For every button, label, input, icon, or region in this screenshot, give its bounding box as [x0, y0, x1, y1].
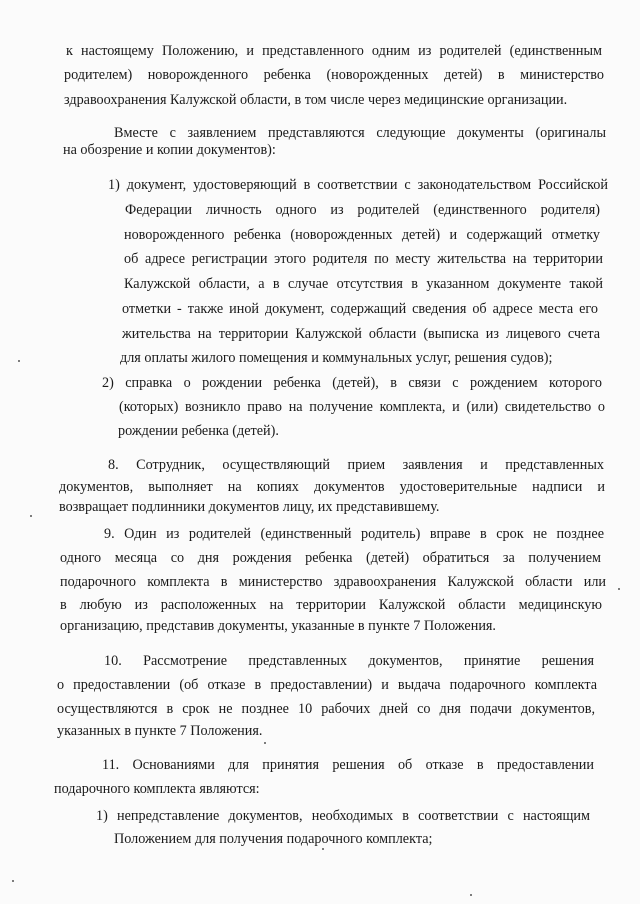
scan-speck: [470, 894, 472, 896]
list-item-line: 2) справка о рождении ребенка (детей), в связи с рождением которого: [102, 375, 602, 391]
text-line: Положением для получения подарочного комплекта;: [114, 831, 433, 847]
text-line: Калужской области, а в случае отсутствия в указанном документе такой: [124, 276, 603, 292]
scan-speck: [322, 848, 324, 850]
text-line: 11. Основаниями для принятия решения об отказе в предоставлении: [102, 757, 594, 773]
list-item-line: 1) документ, удостоверяющий в соответствии с законодательством Российской: [108, 177, 608, 193]
text-line: документов, выполняет на копиях документов удостоверительные надписи и: [59, 479, 605, 495]
text-line: 10. Рассмотрение представленных документов, принятие решения: [104, 653, 594, 669]
text-line: (которых) возникло право на получение комплекта, и (или) свидетельство о: [119, 399, 605, 415]
text-line: 8. Сотрудник, осуществляющий прием заявления и представленных: [108, 457, 604, 473]
text-line: Федерации личность одного из родителей (единственного родителя): [125, 202, 600, 218]
text-line: к настоящему Положению, и представленного одним из родителей (единственным: [66, 43, 602, 59]
text-line: об адресе регистрации этого родителя по месту жительства на территории: [124, 251, 603, 267]
scan-speck: [264, 742, 266, 744]
scan-speck: [18, 360, 20, 362]
scan-speck: [30, 515, 32, 517]
text-line: подарочного комплекта являются:: [54, 781, 260, 797]
text-line: указанных в пункте 7 Положения.: [57, 723, 263, 739]
text-line: отметки - также иной документ, содержащий сведения об адресе места его: [122, 301, 598, 317]
text-line: возвращает подлинники документов лицу, их представившему.: [59, 499, 440, 515]
text-line: на обозрение и копии документов):: [63, 142, 276, 158]
text-line: одного месяца со дня рождения ребенка (детей) обратиться за получением: [60, 550, 601, 566]
text-line: в любую из расположенных на территории Калужской области медицинскую: [60, 597, 602, 613]
text-line: здравоохранения Калужской области, в том числе через медицинские организации.: [64, 92, 568, 108]
text-line: о предоставлении (об отказе в предоставлении) и выдача подарочного комплекта: [57, 677, 597, 693]
scan-speck: [12, 880, 14, 882]
text-line: 9. Один из родителей (единственный родитель) вправе в срок не позднее: [104, 526, 604, 542]
text-line: жительства на территории Калужской области (выписка из лицевого счета: [122, 326, 600, 342]
text-line: для оплаты жилого помещения и коммунальных услуг, решения судов);: [120, 350, 553, 366]
list-item-line: 1) непредставление документов, необходимых в соответствии с настоящим: [96, 808, 590, 824]
scan-speck: [618, 588, 620, 590]
text-line: новорожденного ребенка (новорожденных детей) и содержащий отметку: [124, 227, 600, 243]
text-line: рождении ребенка (детей).: [118, 423, 279, 439]
text-line: родителем) новорожденного ребенка (новорожденных детей) в министерство: [64, 67, 604, 83]
text-line: подарочного комплекта в министерство здравоохранения Калужской области или: [60, 574, 606, 590]
text-line: организацию, представив документы, указанные в пункте 7 Положения.: [60, 618, 496, 634]
text-line: Вместе с заявлением представляются следующие документы (оригиналы: [114, 125, 606, 141]
text-line: осуществляются в срок не позднее 10 рабочих дней со дня подачи документов,: [57, 701, 595, 717]
